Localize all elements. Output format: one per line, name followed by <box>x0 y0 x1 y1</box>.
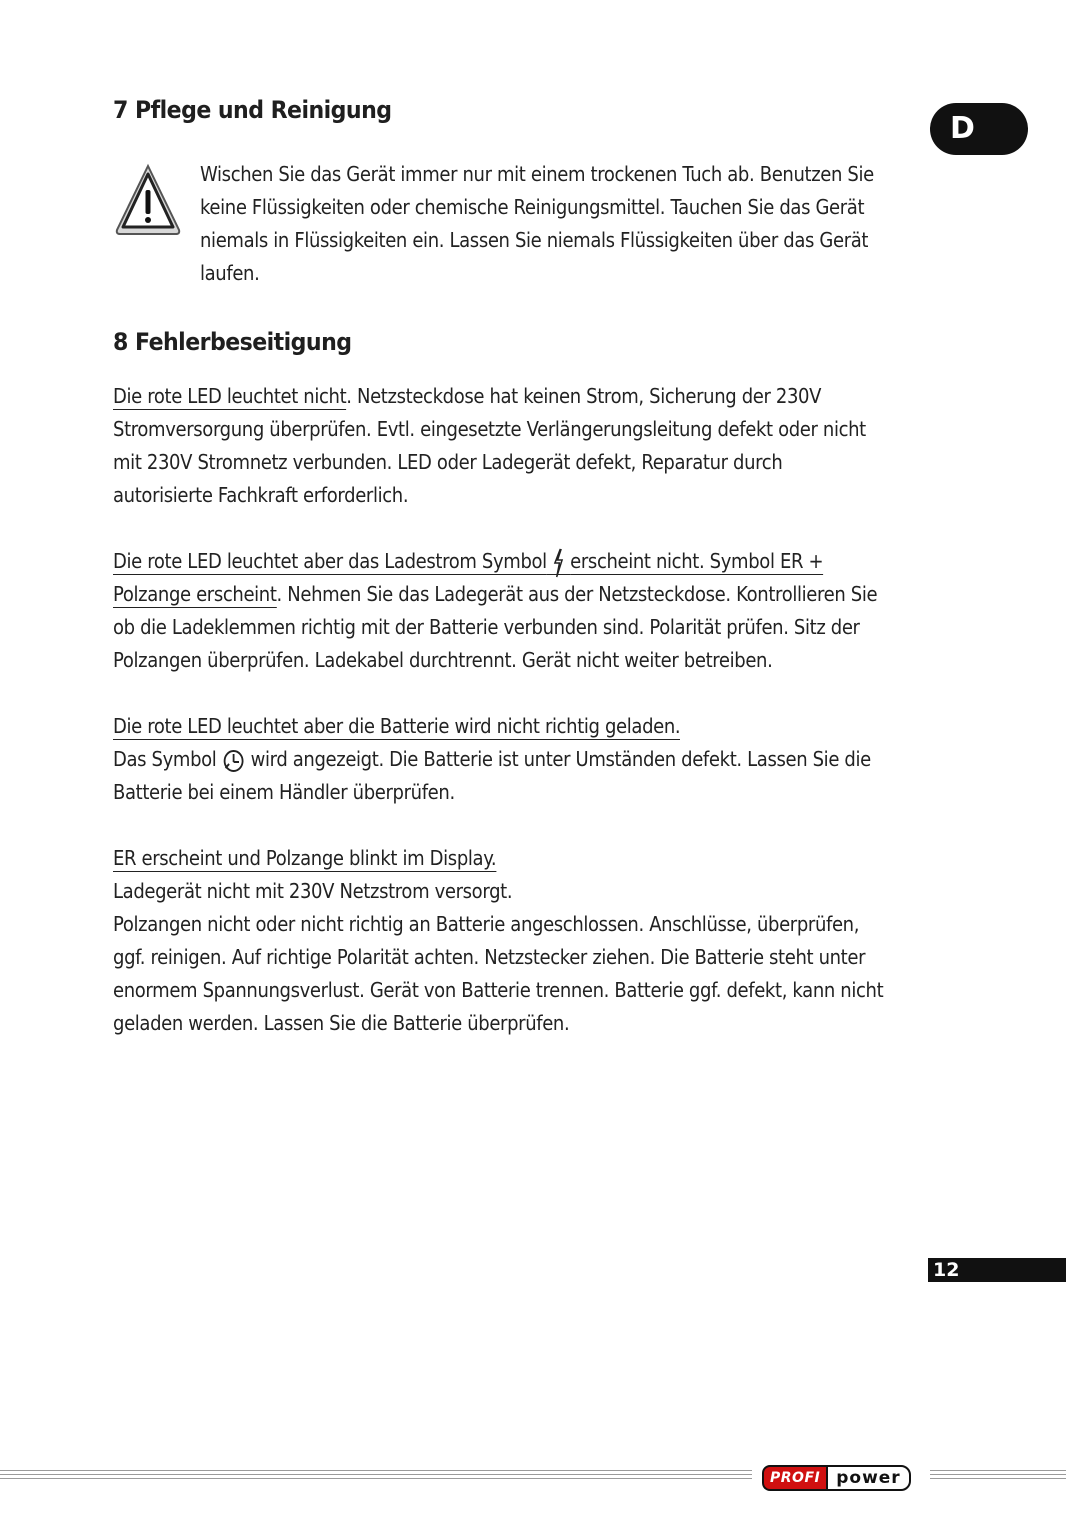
footer-rule-right <box>930 1470 1066 1484</box>
care-warning-text: Wischen Sie das Gerät immer nur mit einem trockenen Tuch ab. Benutzen Sie keine Flüssigkeiten oder chemische Reinigungsmittel. Tauchen Sie das Gerät niemals in Flüssigkeiten ein. Lassen Sie niemals Flüssigkeiten über das Gerät laufen. <box>200 162 874 285</box>
item-1-text: . Netzsteckdose hat keinen Strom, Sicherung der 230V Stromversorgung überprüfen. Evtl. eingesetzte Verlängerungsleitung defekt oder nicht mit 230V Stromnetz verbunden. LED oder Ladegerät defekt, Reparatur durch autorisierte Fachkraft erforderlich. <box>113 384 866 507</box>
item-2-title-part1: Die rote LED leuchtet aber das Ladestrom Symbol <box>113 549 547 573</box>
brand-logo <box>762 1464 911 1492</box>
battery-symbol-icon <box>222 748 245 774</box>
troubleshoot-item-4 <box>113 842 887 1040</box>
troubleshoot-item-3 <box>113 710 887 809</box>
brand-logo-power: power <box>826 1465 910 1491</box>
item-4-title: ER erscheint und Polzange blinkt im Display. <box>113 846 497 870</box>
troubleshoot-item-1 <box>113 380 887 512</box>
item-4-text: Polzangen nicht oder nicht richtig an Batterie angeschlossen. Anschlüsse, überprüfen, ggf. reinigen. Auf richtige Polarität achten. Netzstecker ziehen. Die Batterie steht unter enormem Spannungsverlust. Gerät von Batterie trennen. Batterie ggf. defekt, kann nicht geladen werden. Lassen Sie die Batterie überprüfen. <box>113 912 884 1035</box>
section-7-heading: 7 Pflege und Reinigung <box>113 96 392 124</box>
item-3-text-part1: Das Symbol <box>113 747 217 771</box>
item-1-title: Die rote LED leuchtet nicht <box>113 384 347 408</box>
brand-logo-profi: PROFI <box>762 1465 826 1491</box>
item-3-text-part2: wird angezeigt. Die Batterie ist unter Umständen defekt. Lassen Sie die Batterie bei einem Händler überprüfen. <box>113 747 871 804</box>
item-2-text: . Nehmen Sie das Ladegerät aus der Netzsteckdose. Kontrollieren Sie ob die Ladeklemmen richtig mit der Batterie verbunden sind. Polarität prüfen. Sitz der Polzangen überprüfen. Ladekabel durchtrennt. Gerät nicht weiter betreiben. <box>113 582 878 672</box>
warning-triangle-icon <box>113 160 183 238</box>
section-8-heading: 8 Fehlerbeseitigung <box>113 328 352 356</box>
item-3-title: Die rote LED leuchtet aber die Batterie wird nicht richtig geladen. <box>113 714 681 738</box>
lightning-icon <box>552 548 565 578</box>
item-4-line1: Ladegerät nicht mit 230V Netzstrom versorgt. <box>113 879 513 903</box>
language-tab: D <box>930 103 1028 155</box>
footer-rule-left <box>0 1470 752 1484</box>
troubleshoot-item-2 <box>113 545 887 677</box>
page-number: 12 <box>928 1258 1066 1282</box>
item-2-title-part2: erscheint nicht. Symbol ER + Polzange erscheint <box>113 549 824 606</box>
